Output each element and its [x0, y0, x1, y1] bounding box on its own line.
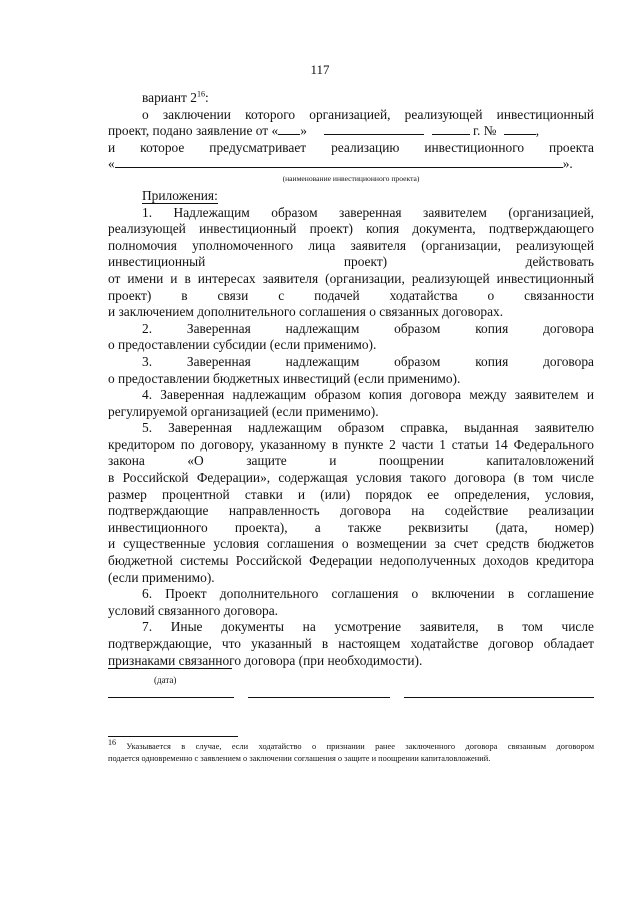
item-1-line-4	[108, 254, 594, 271]
item-5-line-9: бюджетной системы Российской Федерации недополученных доходов кредитора	[108, 553, 594, 569]
item-1-line-4-text: инвестиционный проект) действовать	[108, 254, 594, 270]
position-line	[108, 697, 234, 698]
date-label: (дата)	[154, 675, 177, 685]
item-5-line-1: 5. Заверенная надлежащим образом справка, выданная заявителю	[142, 420, 594, 436]
item-5-line-7: инвестиционного проекта), а также реквизиты (дата, номер)	[108, 519, 594, 535]
month-blank	[324, 123, 424, 135]
footnote-line-2: подается одновременно с заявлением о заключении соглашения о защите и поощрении капиталовложений.	[108, 754, 491, 763]
year-number-label: г. №	[472, 123, 497, 139]
attachments-heading	[108, 188, 594, 205]
item-1-line-7: и заключением дополнительного соглашения о связанных договорах.	[108, 304, 504, 320]
item-4-line-2: регулируемой организацией (если применимо).	[108, 403, 379, 419]
intro-line-2	[108, 123, 594, 140]
attachments-heading-text: Приложения:	[142, 187, 218, 203]
item-3-line-1: 3. Заверенная надлежащим образом копия договора	[142, 353, 594, 369]
number-blank	[504, 123, 536, 135]
footnote-rule	[108, 736, 238, 737]
item-2-line-1: 2. Заверенная надлежащим образом копия договора	[142, 320, 594, 336]
item-5-line-3: закона «О защите и поощрении капиталовложений	[108, 453, 594, 469]
quote-open: «	[108, 156, 115, 172]
item-1-line-2: реализующей инвестиционный проект) копия документа, подтверждающего	[108, 221, 594, 237]
intro-line-3: и которое предусматривает реализацию инвестиционного проекта	[108, 139, 594, 155]
footnote-line-1-text: Указывается в случае, если ходатайство о признании ранее заключенного договора связанным договором	[126, 742, 594, 751]
item-1-line-6: проект) в связи с подачей ходатайства о связанности	[108, 287, 594, 303]
item-7-line-3: признаками связанного договора (при необходимости).	[108, 652, 423, 668]
item-1-line-1: 1. Надлежащим образом заверенная заявителем (организацией,	[142, 204, 594, 220]
item-7-line-2: подтверждающие, что указанный в настоящем ходатайстве договор обладает	[108, 636, 594, 651]
footnote-mark: 16	[108, 738, 116, 748]
intro-line-2-text: проект, подано заявление от «	[108, 123, 279, 139]
item-4-line-1: 4. Заверенная надлежащим образом копия договора между заявителем и	[142, 387, 594, 403]
item-1-line-5: от имени и в интересах заявителя (организации, реализующей инвестиционный	[108, 270, 594, 286]
item-5-line-5: размер процентной ставки и (или) порядок ее определения, условия,	[108, 486, 594, 502]
footnote-ref: 16	[196, 89, 205, 99]
item-3-line-2: о предоставлении бюджетных инвестиций (если применимо).	[108, 370, 461, 386]
name-line	[404, 697, 594, 698]
signature-block	[108, 668, 594, 708]
footnote-line-1	[108, 738, 594, 753]
date-line	[108, 668, 232, 669]
year-blank	[432, 123, 470, 135]
quote-close: »	[300, 123, 307, 139]
project-name-blank	[115, 156, 563, 168]
item-5-line-6: подтверждающие направленность договора на содействие реализации	[108, 503, 594, 519]
project-name-line	[108, 156, 594, 173]
quote-close-end: ».	[562, 156, 573, 172]
page-number: 117	[310, 62, 330, 77]
item-5-line-8: и существенные условия соглашения о возмещении за счет средств бюджетов	[108, 536, 594, 552]
variant-label: вариант 2	[142, 90, 197, 105]
variant-heading	[108, 90, 594, 107]
item-5-line-4: в Российской Федерации», содержащая условия такого договора (в том числе	[108, 470, 594, 486]
variant-colon: :	[204, 90, 209, 105]
item-5-line-2: кредитором по договору, указанному в пункте 2 части 1 статьи 14 Федерального	[108, 436, 594, 452]
document-body	[108, 90, 594, 669]
comma: ,	[535, 123, 540, 139]
day-blank	[278, 123, 300, 135]
item-5-line-10: (если применимо).	[108, 569, 215, 585]
item-7-line-1: 7. Иные документы на усмотрение заявителя, в том числе	[142, 619, 594, 635]
item-2-line-2: о предоставлении субсидии (если применимо).	[108, 337, 377, 353]
footnote	[108, 738, 594, 765]
project-name-caption: (наименование инвестиционного проекта)	[282, 173, 420, 183]
item-6-line-2: условий связанного договора.	[108, 602, 279, 618]
intro-line-1: о заключении которого организацией, реализующей инвестиционный	[142, 106, 594, 122]
item-1-line-3: полномочия уполномоченного лица заявителя (организации, реализующей	[108, 237, 594, 253]
signature-line	[248, 697, 390, 698]
item-6-line-1: 6. Проект дополнительного соглашения о включении в соглашение	[142, 586, 594, 602]
